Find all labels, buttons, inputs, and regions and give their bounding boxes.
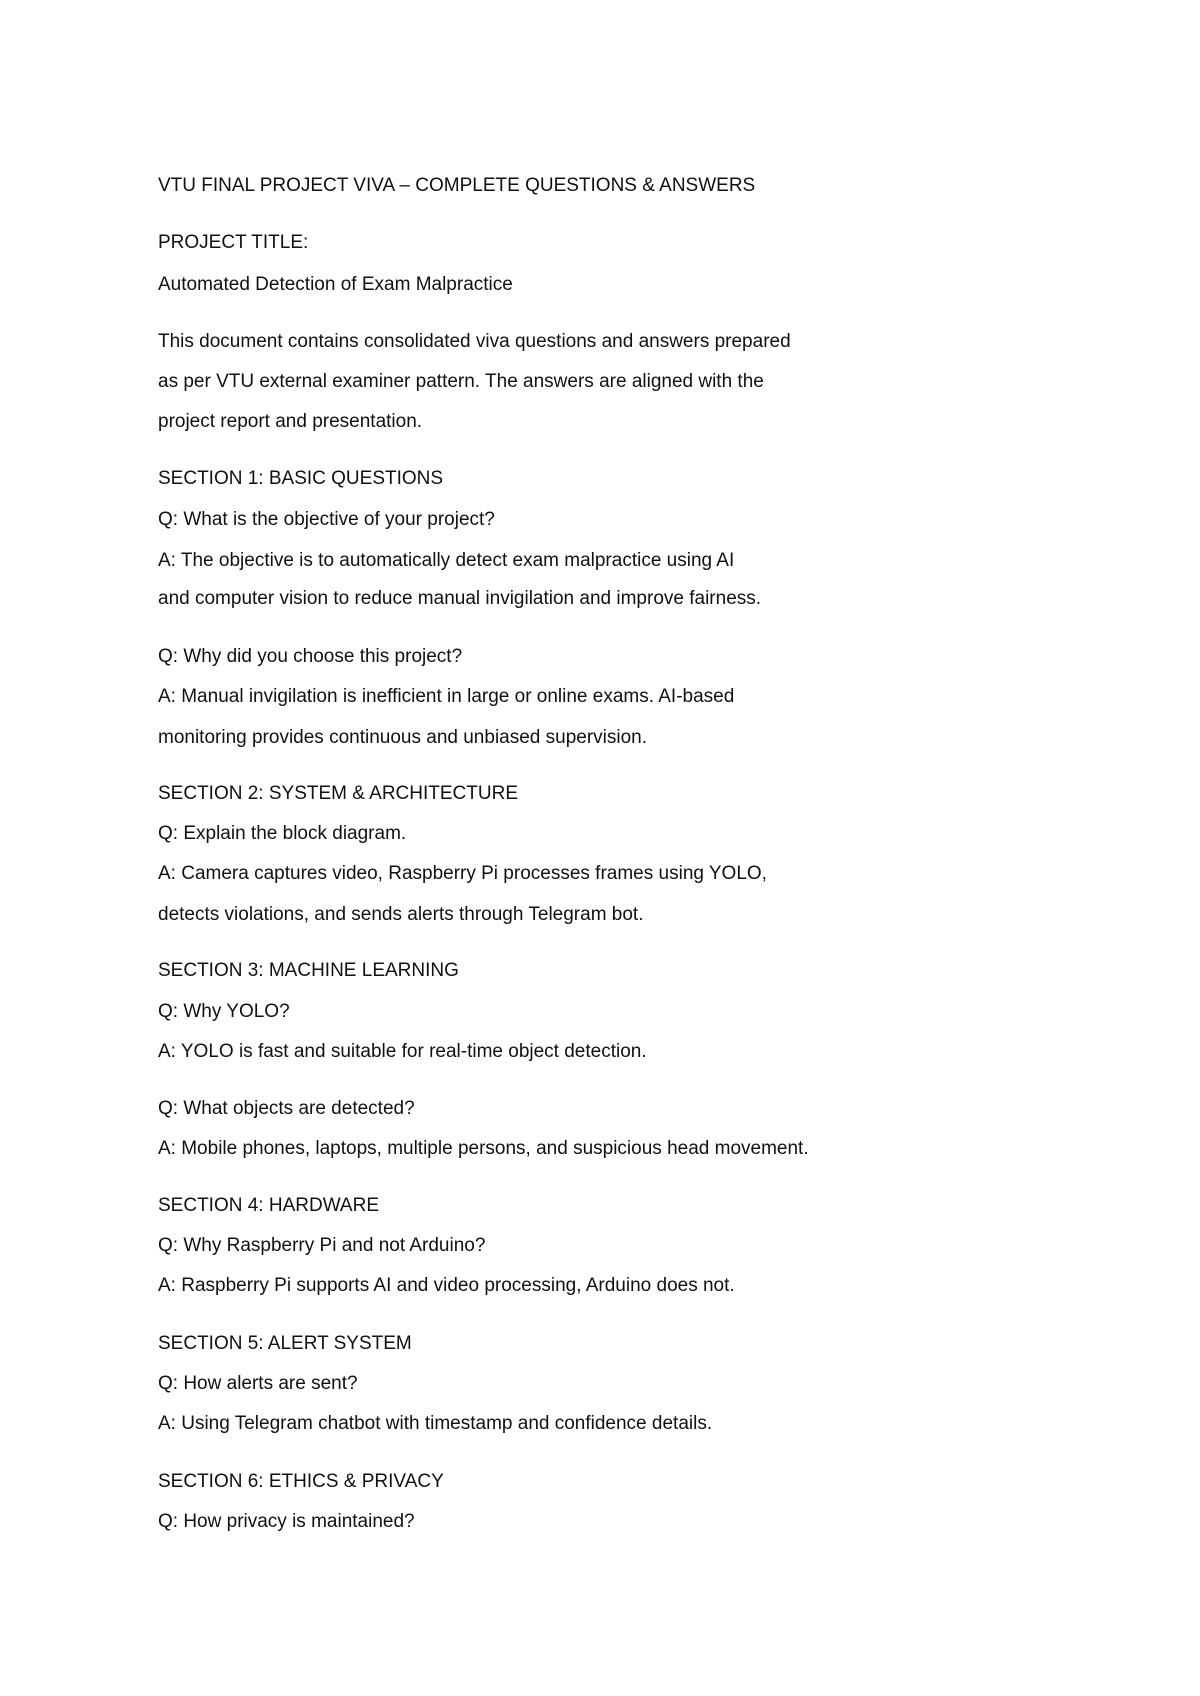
question: Q: Why YOLO? — [158, 1001, 290, 1022]
project-title-label: PROJECT TITLE: — [158, 232, 309, 253]
intro-line: project report and presentation. — [158, 411, 423, 432]
section-heading: SECTION 6: ETHICS & PRIVACY — [158, 1471, 444, 1492]
section-heading: SECTION 2: SYSTEM & ARCHITECTURE — [158, 783, 518, 804]
question: Q: How privacy is maintained? — [158, 1511, 415, 1532]
answer-line: and computer vision to reduce manual invigilation and improve fairness. — [158, 588, 762, 609]
question: Q: Why Raspberry Pi and not Arduino? — [158, 1235, 486, 1256]
section-heading: SECTION 3: MACHINE LEARNING — [158, 960, 459, 981]
question: Q: Explain the block diagram. — [158, 823, 407, 844]
question: Q: Why did you choose this project? — [158, 646, 463, 667]
document-header: VTU FINAL PROJECT VIVA – COMPLETE QUESTIONS & ANSWERS — [158, 175, 756, 196]
answer-line: A: YOLO is fast and suitable for real-time object detection. — [158, 1041, 647, 1062]
answer-line: A: Mobile phones, laptops, multiple persons, and suspicious head movement. — [158, 1138, 809, 1159]
answer-line: A: The objective is to automatically detect exam malpractice using AI — [158, 550, 735, 571]
question: Q: What is the objective of your project? — [158, 509, 495, 530]
section-heading: SECTION 1: BASIC QUESTIONS — [158, 468, 444, 489]
project-title: Automated Detection of Exam Malpractice — [158, 274, 513, 295]
answer-line: A: Raspberry Pi supports AI and video processing, Arduino does not. — [158, 1275, 735, 1296]
question: Q: How alerts are sent? — [158, 1373, 358, 1394]
intro-line: This document contains consolidated viva questions and answers prepared — [158, 331, 791, 352]
answer-line: detects violations, and sends alerts through Telegram bot. — [158, 904, 644, 925]
answer-line: monitoring provides continuous and unbiased supervision. — [158, 727, 648, 748]
answer-line: A: Camera captures video, Raspberry Pi processes frames using YOLO, — [158, 863, 767, 884]
question: Q: What objects are detected? — [158, 1098, 415, 1119]
section-heading: SECTION 4: HARDWARE — [158, 1195, 379, 1216]
intro-line: as per VTU external examiner pattern. The answers are aligned with the — [158, 371, 764, 392]
answer-line: A: Using Telegram chatbot with timestamp and confidence details. — [158, 1413, 713, 1434]
answer-line: A: Manual invigilation is inefficient in large or online exams. AI-based — [158, 686, 735, 707]
section-heading: SECTION 5: ALERT SYSTEM — [158, 1333, 412, 1354]
